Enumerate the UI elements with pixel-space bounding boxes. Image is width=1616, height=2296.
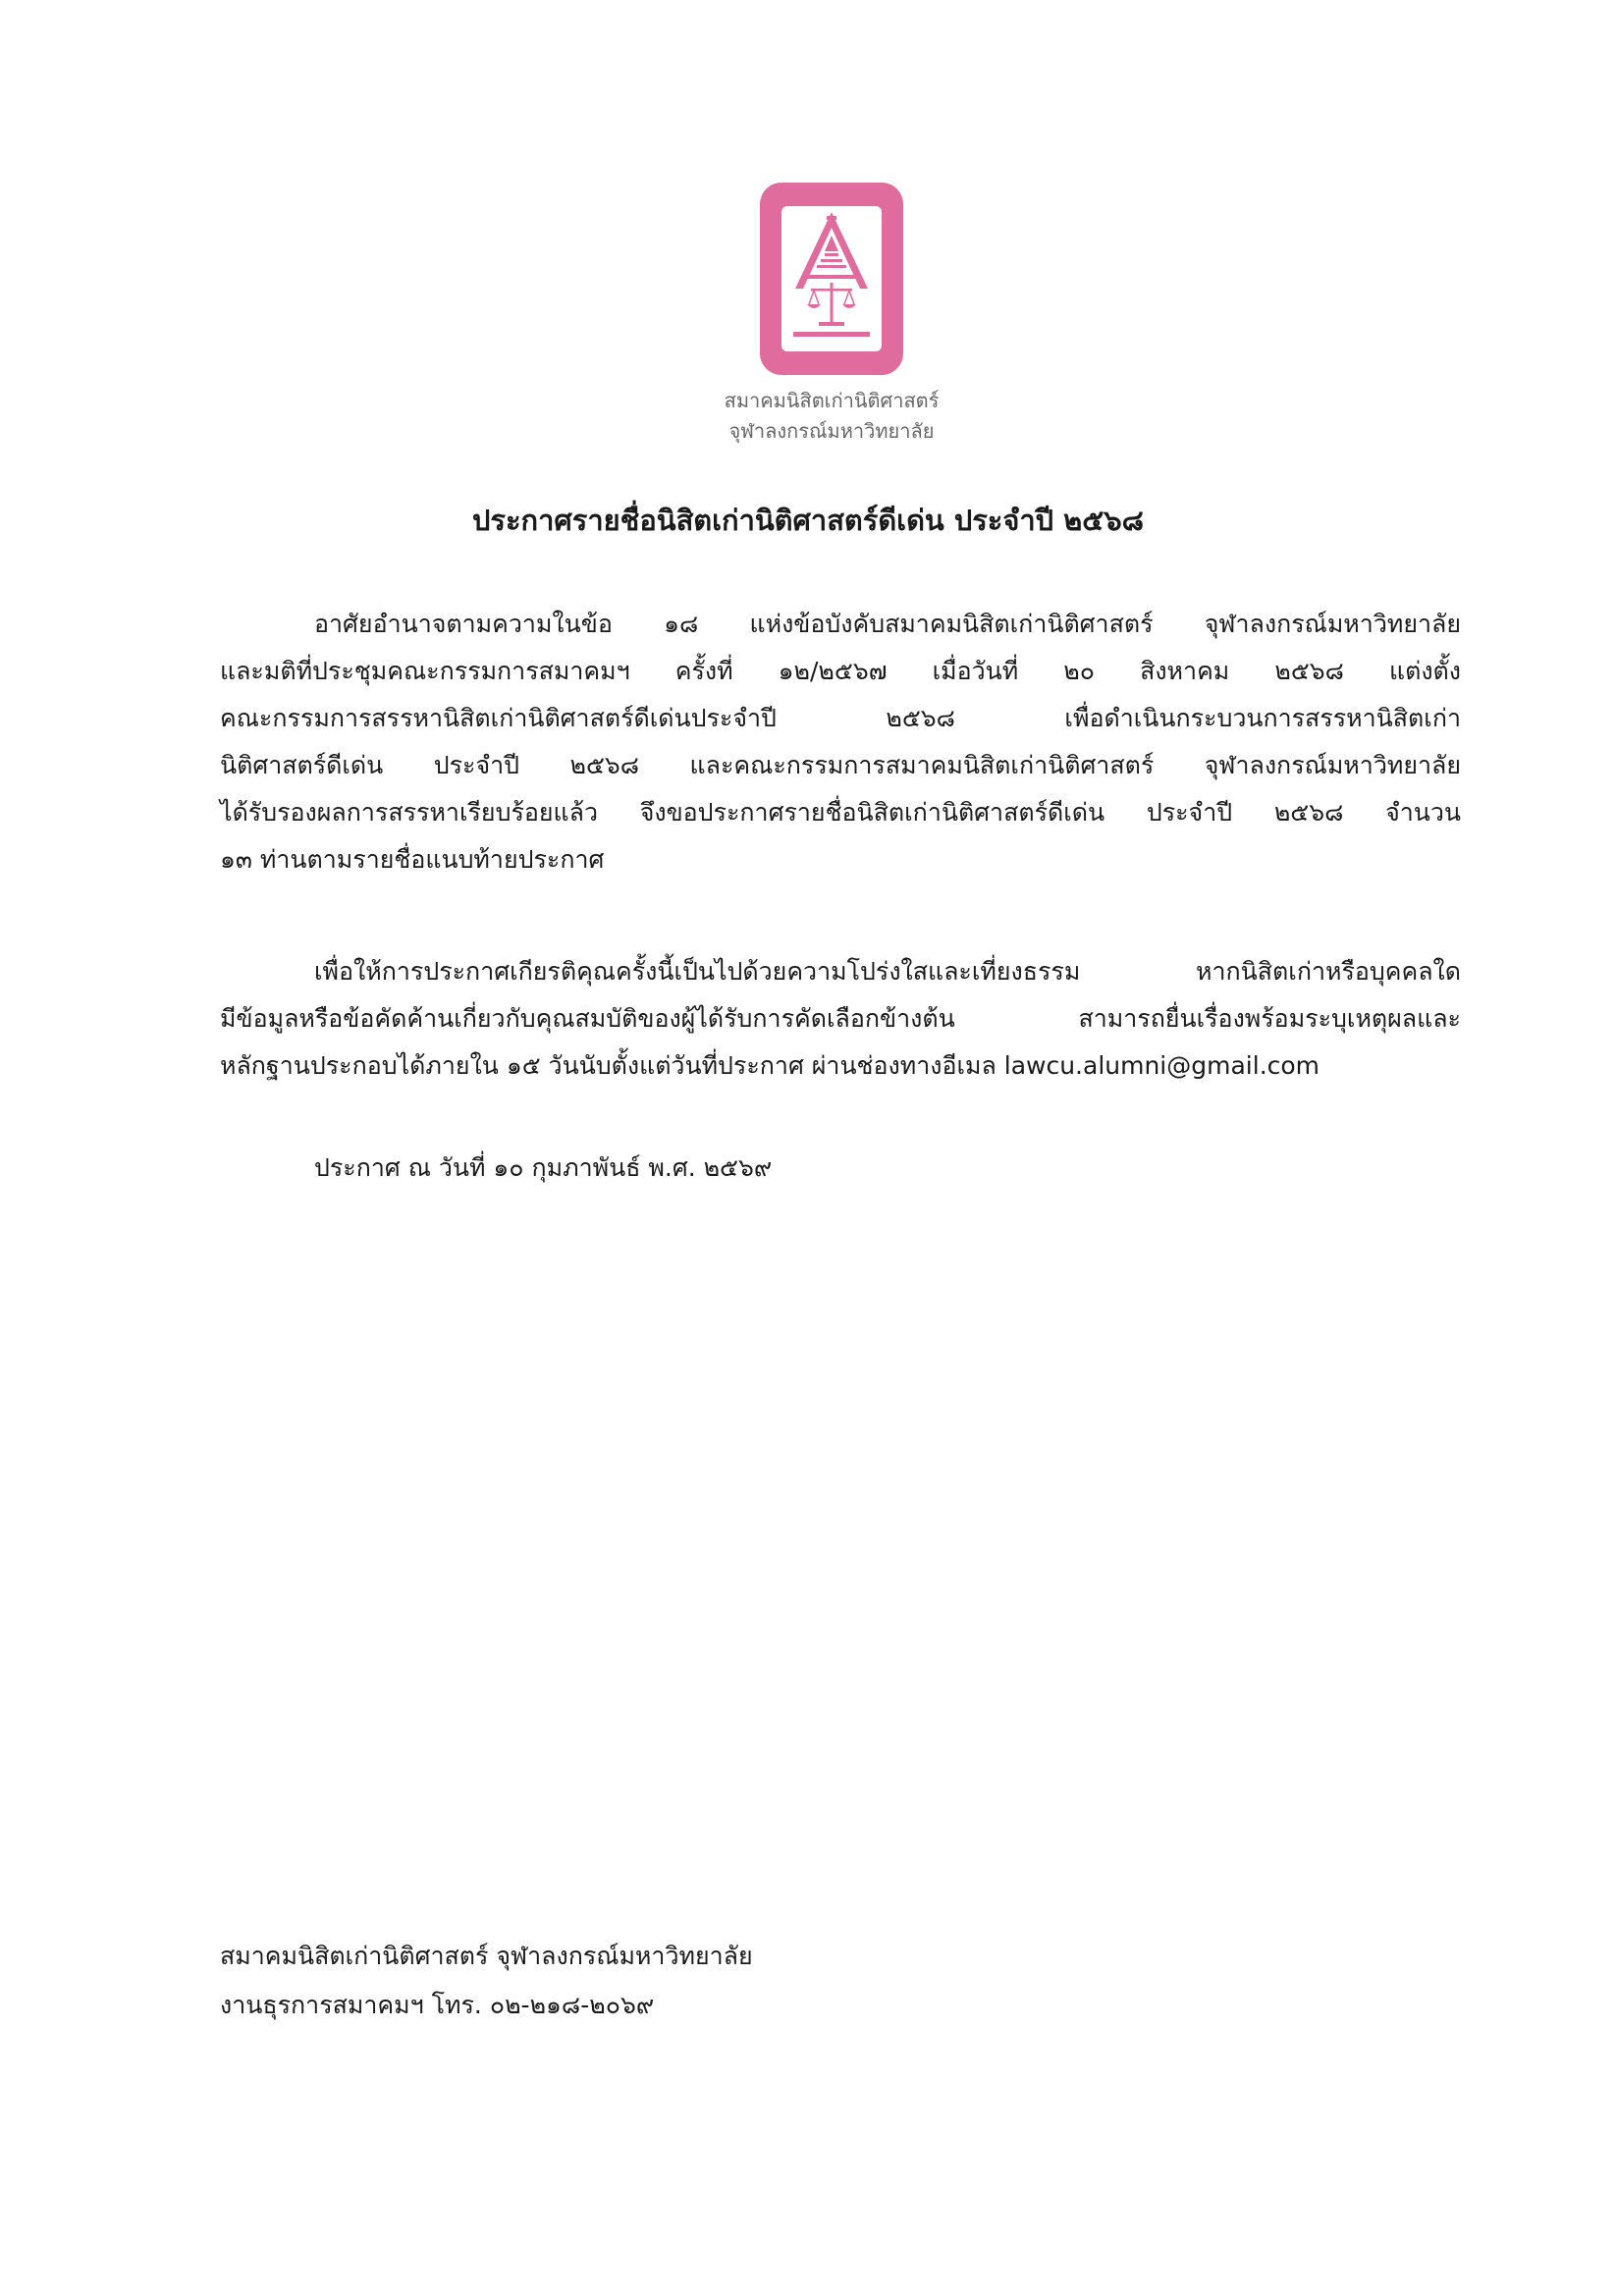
paragraph-authority [220,601,1461,883]
org-name-line1: สมาคมนิสิตเก่านิติศาสตร์ [724,389,940,412]
paragraph-line: มีข้อมูลหรือข้อคัดค้านเกี่ยวกับคุณสมบัติของผู้ได้รับการคัดเลือกข้างต้น สามารถยื่นเรื่องพร้อมระบุเหตุผลและ [220,1004,1461,1033]
paragraph-line: หลักฐานประกอบได้ภายใน ๑๕ วันนับตั้งแต่วันที่ประกาศ ผ่านช่องทางอีเมล lawcu.alumni@gmail.com [220,1051,1320,1080]
footer-contact: งานธุรการสมาคมฯ โทร. ๐๒-๒๑๘-๒๐๖๙ [220,1991,655,2019]
announcement-date: ประกาศ ณ วันที่ ๑๐ กุมภาพันธ์ พ.ศ. ๒๕๖๙ [314,1153,773,1182]
scales-emblem-icon [781,206,882,351]
paragraph-line: เพื่อให้การประกาศเกียรติคุณครั้งนี้เป็นไปด้วยความโปร่งใสและเที่ยงธรรม หากนิสิตเก่าหรือบุคคลใด [314,957,1461,986]
paragraph-objection [220,948,1461,1090]
paragraph-line: อาศัยอำนาจตามความในข้อ ๑๘ แห่งข้อบังคับสมาคมนิสิตเก่านิติศาสตร์ จุฬาลงกรณ์มหาวิทยาลัย [314,610,1461,638]
footer-org: สมาคมนิสิตเก่านิติศาสตร์ จุฬาลงกรณ์มหาวิทยาลัย [220,1942,753,1970]
paragraph-line: นิติศาสตร์ดีเด่น ประจำปี ๒๕๖๘ และคณะกรรมการสมาคมนิสิตเก่านิติศาสตร์ จุฬาลงกรณ์มหาวิทยาลัย [220,751,1461,779]
association-logo [760,183,903,375]
paragraph-line: คณะกรรมการสรรหานิสิตเก่านิติศาสตร์ดีเด่นประจำปี ๒๕๖๘ เพื่อดำเนินกระบวนการสรรหานิสิตเก่า [220,704,1461,732]
paragraph-line: ๑๓ ท่านตามรายชื่อแนบท้ายประกาศ [220,845,605,874]
footer [220,1932,753,2030]
paragraph-line: ได้รับรองผลการสรรหาเรียบร้อยแล้ว จึงขอประกาศรายชื่อนิสิตเก่านิติศาสตร์ดีเด่น ประจำปี ๒๕๖๘ จำนวน [220,798,1461,827]
paragraph-line: และมติที่ประชุมคณะกรรมการสมาคมฯ ครั้งที่ ๑๒/๒๕๖๗ เมื่อวันที่ ๒๐ สิงหาคม ๒๕๖๘ แต่งตั้ง [220,657,1461,685]
announcement-title: ประกาศรายชื่อนิสิตเก่านิติศาสตร์ดีเด่น ประจำปี ๒๕๖๘ [471,504,1145,537]
org-name-line2: จุฬาลงกรณ์มหาวิทยาลัย [728,419,935,443]
